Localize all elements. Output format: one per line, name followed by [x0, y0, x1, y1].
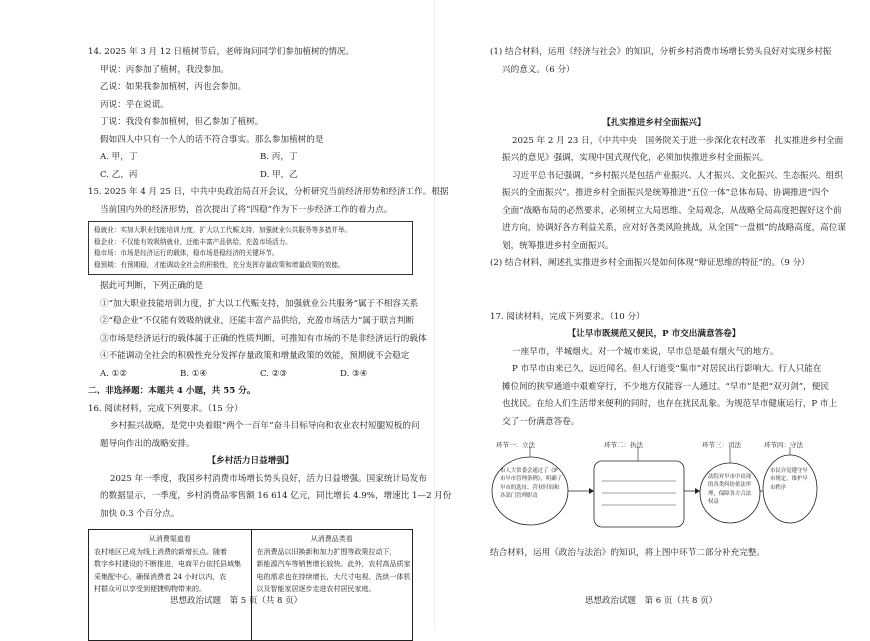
q15-box-line-3: 稳市场：市场是经济运行的载体，稳市场是稳经济的关键环节。: [94, 249, 279, 257]
consumption-channel-cell: [89, 530, 251, 640]
q15-option-b: B. ①④: [180, 368, 208, 379]
q15-options-row: [88, 366, 413, 384]
category-line-2: 新能源汽车等销售增长较快。此外，农村高品质家: [256, 560, 411, 568]
answer-space-2: [490, 273, 818, 309]
answer-space-1: [490, 79, 818, 115]
q15-box-line-1: 稳就业：实加大职业技能培训力度，扩大以工代赈支持，加强就业公共服务等多措并举。: [94, 226, 352, 234]
q15-statement-4: ④不能调动全社会的积极性充分发挥存量政策和增量政策的效能，预期就不会稳定: [100, 351, 410, 361]
q17-para-1: 一座早市，半城烟火。对一个城市来说，早市总是最有烟火气的地方。: [512, 346, 779, 357]
diagram-label-3: 环节三：司法: [702, 441, 741, 449]
q15-box-line-4: 稳预期：有预期稳，才能调动全社会的积极性，充分发挥存量政策和增量政策的效能。: [94, 260, 345, 269]
right-page-footer: 思想政治试题 第 6 页（共 8 页）: [585, 596, 718, 606]
q16-p2-line-7: 划，统筹推进乡村全面振兴。: [502, 240, 614, 251]
q15-stem-1: 15. 2025 年 4 月 25 日，中共中央政治局召开会议，分析研究当前经济形势和经济工作。根据: [88, 187, 449, 197]
q16-intro-2: 题导向作出的战略安排。: [100, 438, 195, 449]
q14-option-a: A. 甲，丁: [100, 152, 138, 162]
q16-para-3: 加快 0.3 个百分点。: [100, 508, 180, 519]
q17-material-heading: 【让早市既规范又便民，P 市交出满意答卷】: [567, 329, 741, 339]
diagram-text-4: 市民自觉遵守早市规定，维护早市秩序: [770, 468, 808, 491]
q17-para-3: 摊位间的狭窄通道中艰难穿行，不少地方仅能容一人通过。“早市”是把“双刃剑”，便民: [502, 381, 829, 392]
q15-option-a: A. ①②: [100, 368, 128, 379]
q17-para-2: P 市早市由来已久，远近闻名。但人行道变“集市”对居民出行影响大。行人只能在: [512, 364, 822, 374]
q14-line-2: 乙说：如果我参加植树，丙也会参加。: [100, 82, 247, 92]
q14-option-d: D. 甲，乙: [260, 169, 298, 180]
q17-para-5: 交了一份满意答卷。: [502, 416, 580, 427]
diagram-label-4: 环节四：守法: [764, 441, 803, 449]
q17-question: 结合材料，运用《政治与法治》的知识，将上图中环节二部分补充完整。: [490, 548, 766, 558]
q16-p2-line-6: 进方向，协调好各方利益关系，应对好各类风险挑战，从全国“一盘棋”的战略高度，高位谋: [502, 223, 846, 233]
q14-option-b: B. 丙，丁: [260, 152, 298, 162]
rule-of-law-diagram: [490, 435, 818, 539]
q15-stem-2: 当前国内外的经济形势，首次提出了将“四稳”作为下一步经济工作的着力点。: [100, 204, 393, 215]
diagram-label-2: 环节二：执法: [604, 441, 643, 449]
q16-material-heading-2: 【扎实推进乡村全面振兴】: [602, 118, 706, 128]
q16-p2-line-5: 全面”战略布局的必然要求，必须树立大局思维、全局观念，从战略全局高度把握好这个前: [502, 205, 842, 216]
consumption-table: [88, 529, 413, 641]
q16-para-2: 的数据显示，一季度，乡村消费品零售额 16 614 亿元，同比增长 4.9%，增速比 1—2 月份: [100, 491, 452, 501]
channel-line-2: 数字乡村建设的不断推进，电商平台依托县域集: [94, 560, 241, 568]
q15-statement-1: ①“加大职业技能培训力度，扩大以工代赈支持，加强就业公共服务”属于不相容关系: [100, 298, 419, 309]
channel-line-1: 农村地区已成为线上消费的新增长点。随着: [94, 547, 227, 556]
q16-p2-line-1: 2025 年 2 月 23 日，《中共中央 国务院关于进一步深化农村改革 扎实推进乡村全面: [512, 135, 844, 146]
q16-sub1-line-1: (1) 结合材料，运用《经济与社会》的知识，分析乡村消费市场增长势头良好对实现乡村振: [490, 47, 832, 57]
q16-sub2: (2) 结合材料，阐述扎实推进乡村全面振兴是如何体现“辩证思维的特征”的。（9 分）: [490, 258, 810, 268]
consumption-channel-title: 从消费渠道看: [148, 535, 191, 543]
consumption-category-title: 从消费品类看: [310, 535, 353, 543]
q14-line-4: 丁说：我没有参加植树，但乙参加了植树。: [100, 117, 264, 127]
consumption-category-cell: [251, 530, 413, 640]
q16-sub1-line-2: 兴的意义。（6 分）: [502, 64, 575, 75]
q15-option-c: C. ②③: [260, 368, 288, 379]
q14-options-row-2: [88, 167, 413, 185]
channel-line-3: 采集配中心，确保消费者 24 小时以内，农: [94, 572, 227, 581]
q15-option-d: D. ③④: [340, 368, 368, 379]
diagram-text-1: 市人大常委会通过了《P 市早市管理条例》，明确了早市的选址、营业时间和各部门管理职责: [500, 468, 562, 500]
left-column: [88, 44, 452, 641]
q16-intro-1: 乡村振兴战略，是党中央着眼“两个一百年”奋斗目标导向和农业农村短腿短板的问: [110, 421, 420, 431]
category-line-3: 电的需求也在持续增长，大尺寸电视、洗烘一体机: [256, 572, 411, 581]
q17-stem: 17. 阅读材料，完成下列要求。（10 分）: [490, 311, 645, 322]
q14-options-row-1: [88, 149, 413, 167]
q16-material-heading: 【乡村活力日益增强】: [207, 456, 294, 466]
channel-line-4: 村群众可以享受到便捷购物带来的。: [94, 585, 206, 593]
category-line-4: 以及智能家居逐步走进农村居民家庭。: [256, 585, 376, 593]
q17-para-4: 也扰民。在给人们生活带来便利的同时，也存在扰民乱象。为规范早市健康运行，P 市上: [502, 399, 838, 409]
q16-stem: 16. 阅读材料，完成下列要求。（15 分）: [88, 403, 243, 414]
q14-stem: 14. 2025 年 3 月 12 日植树节后，老师询问同学们参加植树的情况。: [88, 47, 354, 57]
section-2-heading: 二、非选择题：本题共 4 小题，共 55 分。: [88, 386, 256, 396]
left-page-footer: 思想政治试题 第 5 页（共 8 页）: [170, 596, 303, 606]
q14-line-5: 假如四人中只有一个人的话不符合事实。那么参加植树的是: [100, 134, 324, 145]
category-line-1: 在消费品以旧换新和加力扩围等政策拉动下，: [256, 547, 397, 556]
right-column: [490, 44, 846, 563]
q14-line-1: 甲说：丙参加了植树，我没参加。: [100, 64, 229, 75]
q15-info-box: [88, 221, 413, 275]
q16-p2-line-2: 振兴的意见》强调，实现中国式现代化，必须加快推进乡村全面振兴。: [502, 153, 769, 163]
q15-box-line-2: 稳企业：不仅能有效吸纳就业，还能丰富产品供给，充盈市场活力。: [94, 237, 292, 246]
q14-option-c: C. 乙，丙: [100, 169, 138, 180]
q15-prompt: 据此可判断，下列正确的是: [100, 281, 204, 291]
diagram-label-1: 环节一：立法: [496, 441, 535, 449]
q15-statement-2: ②“稳企业”不仅能有效吸纳就业，还能丰富产品供给，充盈市场活力”属于联言判断: [100, 316, 414, 326]
q16-p2-line-4: 振兴的全面振兴”。推进乡村全面振兴是统筹推进“五位一体”总体布局、协调推进“四个: [502, 188, 829, 198]
diagram-box-2: [594, 461, 684, 527]
right-page: [435, 0, 870, 630]
q15-statement-3: ③市场是经济运行的载体属于正确的性质判断，可推知有市场的不是非经济运行的载体: [100, 333, 427, 344]
q14-line-3: 丙说：乎在说谎。: [100, 99, 169, 110]
diagram-text-3: 法院对早市中出现的各类纠纷依法审理，保障各方合法权益: [708, 474, 752, 506]
q16-p2-line-3: 习近平总书记强调，“乡村振兴是包括产业振兴、人才振兴、文化振兴、生态振兴、组织: [512, 170, 843, 181]
q16-para-1: 2025 年一季度，我国乡村消费市场增长势头良好，活力日益增强。国家统计局发布: [110, 473, 427, 484]
